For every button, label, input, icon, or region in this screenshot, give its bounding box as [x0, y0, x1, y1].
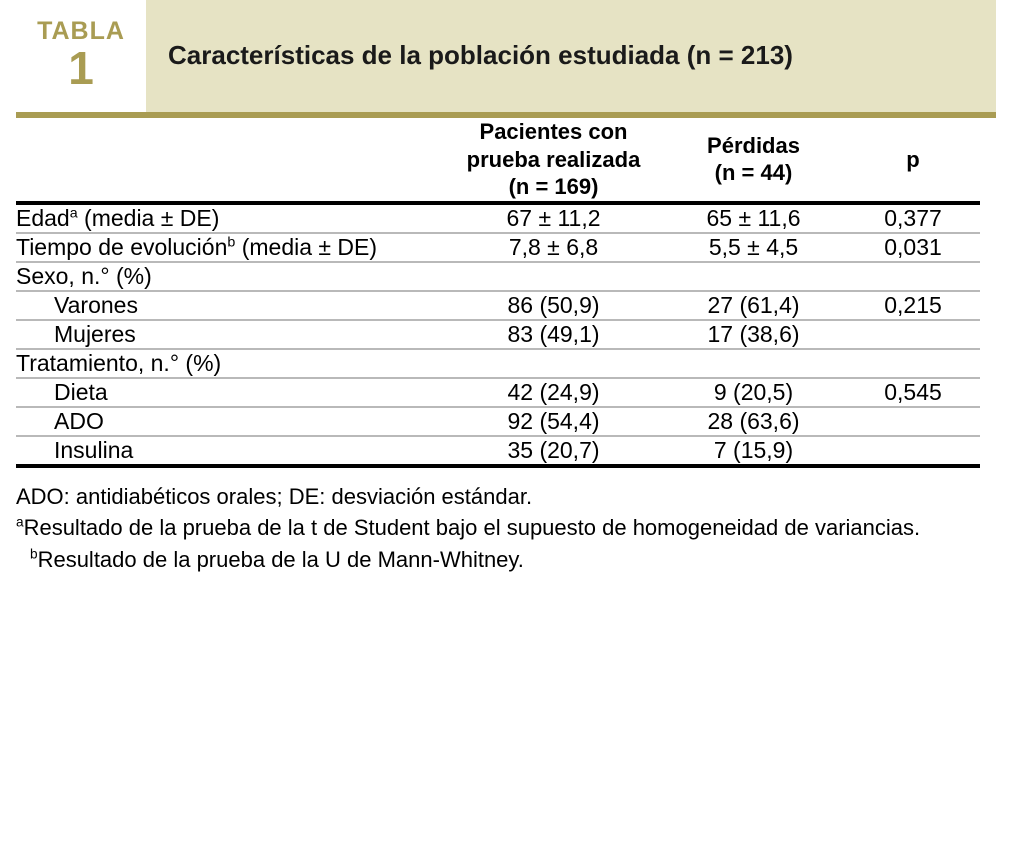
- data-table: [16, 118, 980, 468]
- row-label: [16, 291, 446, 320]
- cell-prueba: [446, 349, 661, 378]
- column-header-prueba: [446, 118, 661, 203]
- cell-p: 0,215: [846, 291, 980, 320]
- row-label: [16, 407, 446, 436]
- column-header-prueba-line1: Pacientes con: [479, 119, 628, 144]
- table-header-row: [16, 118, 980, 203]
- table-header-band: [16, 0, 996, 118]
- row-label-suffix: (media ± DE): [235, 233, 378, 260]
- row-label-text: ADO: [54, 407, 104, 434]
- table-row: [16, 436, 980, 466]
- table-head: [16, 118, 980, 203]
- row-label: [16, 233, 446, 262]
- footnote-b: [16, 545, 996, 575]
- column-header-perdidas-line1: Pérdidas: [707, 132, 800, 158]
- table-row: [16, 320, 980, 349]
- table-title-text: Características de la población estudiada (n = 213): [168, 40, 793, 71]
- column-header-label: [16, 118, 446, 203]
- row-label-text: Insulina: [54, 436, 134, 463]
- table-row: [16, 203, 980, 233]
- cell-prueba: 86 (50,9): [446, 291, 661, 320]
- cell-prueba: 42 (24,9): [446, 378, 661, 407]
- column-header-prueba-line2: prueba realizada: [466, 146, 641, 172]
- table-footnotes: [16, 482, 996, 575]
- column-header-p: [846, 118, 980, 203]
- cell-perdidas: 17 (38,6): [661, 320, 846, 349]
- table-row: [16, 378, 980, 407]
- table-row: [16, 233, 980, 262]
- row-label-superscript: a: [69, 204, 78, 221]
- cell-p: [846, 349, 980, 378]
- table-label: TABLA: [37, 17, 125, 46]
- column-header-prueba-line3: (n = 169): [508, 174, 599, 199]
- row-label-suffix: (media ± DE): [77, 204, 220, 231]
- column-header-perdidas-line2: (n = 44): [714, 160, 793, 186]
- footnote-b-marker: b: [30, 546, 38, 562]
- row-label-text: Varones: [54, 291, 138, 318]
- cell-p: [846, 407, 980, 436]
- footnote-b-text: Resultado de la prueba de la U de Mann-Whitney.: [37, 546, 524, 572]
- row-label-text: Edad: [16, 204, 70, 231]
- cell-perdidas: [661, 349, 846, 378]
- cell-prueba: 92 (54,4): [446, 407, 661, 436]
- cell-p: [846, 320, 980, 349]
- cell-p: 0,377: [846, 203, 980, 233]
- table-row: [16, 291, 980, 320]
- cell-p: 0,545: [846, 378, 980, 407]
- cell-perdidas: 5,5 ± 4,5: [661, 233, 846, 262]
- row-label: [16, 378, 446, 407]
- row-label-text: Mujeres: [54, 320, 136, 347]
- cell-perdidas: 9 (20,5): [661, 378, 846, 407]
- footnote-a-text: Resultado de la prueba de la t de Student bajo el supuesto de homogeneidad de variancias.: [23, 515, 921, 541]
- table-body: [16, 203, 980, 466]
- row-label: [16, 349, 446, 378]
- table-number-box: [16, 0, 146, 112]
- cell-perdidas: 27 (61,4): [661, 291, 846, 320]
- footnote-a: [16, 513, 996, 543]
- table-row: [16, 262, 980, 291]
- row-label-text: Sexo, n.° (%): [16, 262, 152, 289]
- row-label-superscript: b: [227, 233, 236, 250]
- cell-perdidas: [661, 262, 846, 291]
- row-label: [16, 436, 446, 466]
- footnote-a-marker: a: [16, 514, 24, 530]
- cell-p: [846, 436, 980, 466]
- column-header-perdidas: [661, 118, 846, 203]
- table-row: [16, 407, 980, 436]
- table-title: [146, 0, 996, 112]
- row-label-text: Tiempo de evolución: [16, 233, 228, 260]
- row-label-text: Dieta: [54, 378, 108, 405]
- cell-perdidas: 65 ± 11,6: [661, 203, 846, 233]
- cell-prueba: [446, 262, 661, 291]
- cell-perdidas: 28 (63,6): [661, 407, 846, 436]
- cell-p: [846, 262, 980, 291]
- footnote-abbreviations: ADO: antidiabéticos orales; DE: desviación estándar.: [16, 483, 533, 509]
- row-label-text: Tratamiento, n.° (%): [16, 349, 222, 376]
- cell-prueba: 83 (49,1): [446, 320, 661, 349]
- cell-prueba: 7,8 ± 6,8: [446, 233, 661, 262]
- row-label: [16, 320, 446, 349]
- cell-prueba: 35 (20,7): [446, 436, 661, 466]
- cell-perdidas: 7 (15,9): [661, 436, 846, 466]
- cell-p: 0,031: [846, 233, 980, 262]
- table-number: 1: [68, 42, 94, 95]
- cell-prueba: 67 ± 11,2: [446, 203, 661, 233]
- row-label: [16, 203, 446, 233]
- table-row: [16, 349, 980, 378]
- column-header-p-line1: p: [906, 146, 920, 172]
- row-label: [16, 262, 446, 291]
